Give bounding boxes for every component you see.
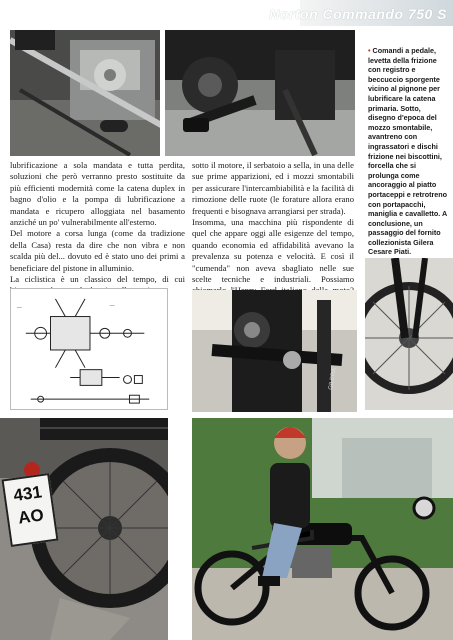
front-fork-photo: [192, 290, 357, 412]
license-plate: [2, 473, 59, 547]
rider-on-motorcycle-photo: [192, 418, 453, 640]
paragraph: Del motore a corsa lunga (come da tradizione della Casa) resta da dire che non vibra e non scalda più del... dovuto ed è stato uno dei primi a beneficiare del pistone in alluminio.: [10, 228, 185, 273]
header-title: Norton Commando 750 S: [269, 6, 447, 22]
rear-wheel-photo: [365, 258, 453, 410]
pedal-photo: [165, 30, 355, 156]
paragraph: sotto il motore, il serbatoio a sella, in una delle sue prime apparizioni, ed i mozzi smontabili per assicurare l'intercambiabilità e la facilità di rimozione delle ruote (le forature allora erano frequenti e bisognava arrangiarsi per strada).: [192, 160, 354, 216]
rear-carrier-photo: [0, 418, 168, 640]
svg-text:—: —: [109, 303, 115, 309]
caption-text: Comandi a pedale, levetta della frizione con registro e beccuccio sporgente vicino al pignone per lubrificare la catena primaria. Sotto, disegno d'epoca del mozzo smontabile, avantreno con ingrassatori e dischi frizione nei biscottini, forcella che si prolunga come ancoraggio al piatto portaceppi e retrotreno con portapacchi, maniglia e cavalletto. A conclusione, un passaggio del fornito collezionista Gilera Cesare Piati.: [368, 46, 448, 257]
engine-photo: [10, 30, 160, 156]
photo-caption: [368, 46, 448, 257]
license-plate-province: AO: [16, 505, 45, 528]
svg-text:—: —: [16, 305, 22, 311]
hub-technical-drawing: [10, 288, 168, 410]
text-column-middle: [192, 160, 354, 308]
text-column-left: [10, 160, 185, 297]
license-plate-number: 431: [12, 482, 44, 506]
paragraph: Insomma, una macchina più rispondente di quel che appare oggi alle esigenze del tempo, quando economia ed affidabilità avevano la prevalenza su potenza e velocità. E così il "cumenda" non aveva sbagliato nelle sue scelte tecniche e industriali. Possiamo: [192, 217, 354, 285]
fork-badge-text: GILERA: [328, 367, 338, 391]
paragraph: La ciclistica è un classico del tempo, di cui: [10, 274, 185, 285]
paragraph: lubrificazione a sola mandata e tutta perdita, soluzioni che però verranno presto sostituite da più efficienti modernità come la catena duplex in bagno d'olio e la pompa di lubrificazione a mandata e ricupero alloggiata nel basamento anziché un po' vulnerabilmente all'esterno.: [10, 160, 185, 228]
caption-bullet: •: [368, 46, 371, 55]
